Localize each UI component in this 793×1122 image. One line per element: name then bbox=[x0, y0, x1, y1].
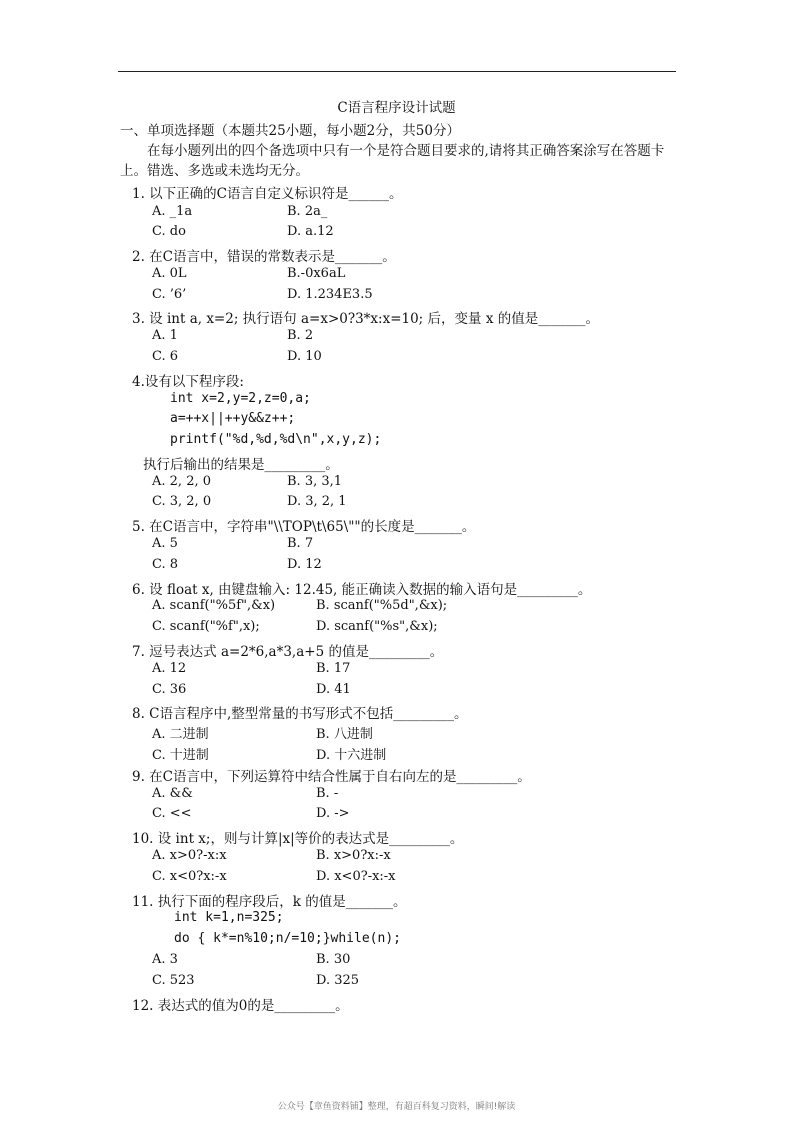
question-3: 3. 设 int a, x=2; 执行语句 a=x>0?3*x:x=10; 后，变量 x 的值是_______。 bbox=[132, 311, 599, 327]
question-7: 7. 逗号表达式 a=2*6,a*3,a+5 的值是_________。 bbox=[132, 644, 444, 660]
q2-option-d: D. 1.234E3.5 bbox=[287, 287, 373, 302]
q5-option-b: B. 7 bbox=[287, 536, 314, 551]
question-6: 6. 设 float x, 由键盘输入: 12.45, 能正确读入数据的输入语句是_________。 bbox=[132, 582, 592, 598]
footer-watermark: 公众号【章鱼资料铺】整理，有超百科复习资料，瞬间!解读 bbox=[277, 1102, 516, 1112]
q11-option-a: A. 3 bbox=[152, 952, 178, 967]
q1-option-d: D. a.12 bbox=[287, 224, 334, 239]
q7-option-a: A. 12 bbox=[152, 661, 187, 676]
q6-option-b: B. scanf("%5d",&x); bbox=[316, 598, 448, 613]
q5-option-c: C. 8 bbox=[152, 557, 179, 572]
q1-option-a: A. _1a bbox=[152, 204, 193, 219]
q1-option-c: C. do bbox=[152, 224, 186, 239]
q1-option-b: B. 2a_ bbox=[287, 204, 328, 219]
q7-option-d: D. 41 bbox=[316, 682, 351, 697]
q4-code-line-1: int x=2,y=2,z=0,a; bbox=[170, 391, 311, 406]
q4-code-line-2: a=++x||++y&&z++; bbox=[170, 411, 296, 426]
q3-option-a: A. 1 bbox=[152, 328, 178, 343]
section-instructions: 在每小题列出的四个备选项中只有一个是符合题目要求的,请将其正确答案涂写在答题卡上。错选、多选或未选均无分。 bbox=[120, 143, 665, 179]
q11-code-line-2: do { k*=n%10;n/=10;}while(n); bbox=[174, 931, 401, 946]
q6-option-c: C. scanf("%f",x); bbox=[152, 619, 260, 634]
q9-option-b: B. - bbox=[316, 786, 339, 801]
q10-option-b: B. x>0?x:-x bbox=[316, 848, 391, 863]
question-2: 2. 在C语言中，错误的常数表示是_______。 bbox=[132, 249, 396, 265]
q11-option-c: C. 523 bbox=[152, 973, 195, 988]
q5-option-d: D. 12 bbox=[287, 557, 322, 572]
q3-option-d: D. 10 bbox=[287, 349, 322, 364]
question-5: 5. 在C语言中，字符串"\\TOP\t\65\""的长度是_______。 bbox=[132, 519, 476, 535]
q10-option-c: C. x<0?x:-x bbox=[152, 869, 227, 884]
question-4: 4.设有以下程序段: bbox=[132, 374, 244, 390]
q4-option-b: B. 3, 3,1 bbox=[287, 474, 343, 489]
q4-option-c: C. 3, 2, 0 bbox=[152, 494, 212, 509]
q9-option-a: A. && bbox=[152, 786, 193, 801]
question-11: 11. 执行下面的程序段后，k 的值是_______。 bbox=[132, 894, 407, 910]
q7-option-b: B. 17 bbox=[316, 661, 351, 676]
header-rule bbox=[118, 71, 676, 72]
q2-option-b: B.-0x6aL bbox=[287, 266, 346, 281]
q8-option-a: A. 二进制 bbox=[152, 727, 209, 742]
question-10: 10. 设 int x;，则与计算|x|等价的表达式是_________。 bbox=[132, 831, 464, 847]
q9-option-c: C. << bbox=[152, 806, 192, 821]
q6-option-a: A. scanf("%5f",&x) bbox=[152, 598, 276, 613]
q9-option-d: D. -> bbox=[316, 806, 350, 821]
q6-option-d: D. scanf("%s",&x); bbox=[316, 619, 438, 634]
q7-option-c: C. 36 bbox=[152, 682, 187, 697]
q5-option-a: A. 5 bbox=[152, 536, 178, 551]
question-9: 9. 在C语言中，下列运算符中结合性属于自右向左的是_________。 bbox=[132, 769, 531, 785]
q10-option-a: A. x>0?-x:x bbox=[152, 848, 227, 863]
q2-option-a: A. 0L bbox=[152, 266, 187, 281]
question-8: 8. C语言程序中,整型常量的书写形式不包括_________。 bbox=[132, 706, 468, 722]
q4-option-d: D. 3, 2, 1 bbox=[287, 494, 347, 509]
q8-option-b: B. 八进制 bbox=[316, 727, 373, 742]
q8-option-d: D. 十六进制 bbox=[316, 748, 387, 763]
q2-option-c: C. ’6’ bbox=[152, 287, 187, 302]
section-heading: 一、单项选择题（本题共25小题，每小题2分，共50分） bbox=[120, 123, 460, 139]
q10-option-d: D. x<0?-x:-x bbox=[316, 869, 396, 884]
q11-option-d: D. 325 bbox=[316, 973, 360, 988]
q11-code-line-1: int k=1,n=325; bbox=[174, 910, 284, 925]
question-12: 12. 表达式的值为0的是_________。 bbox=[132, 998, 349, 1014]
question-1: 1. 以下正确的C语言自定义标识符是______。 bbox=[132, 186, 403, 202]
q4-prompt: 执行后输出的结果是_________。 bbox=[143, 457, 339, 473]
q4-option-a: A. 2, 2, 0 bbox=[152, 474, 211, 489]
q3-option-c: C. 6 bbox=[152, 349, 179, 364]
page-title: C语言程序设计试题 bbox=[337, 100, 456, 116]
q11-option-b: B. 30 bbox=[316, 952, 351, 967]
q4-code-line-3: printf("%d,%d,%d\n",x,y,z); bbox=[170, 432, 382, 447]
q3-option-b: B. 2 bbox=[287, 328, 314, 343]
q8-option-c: C. 十进制 bbox=[152, 748, 209, 763]
